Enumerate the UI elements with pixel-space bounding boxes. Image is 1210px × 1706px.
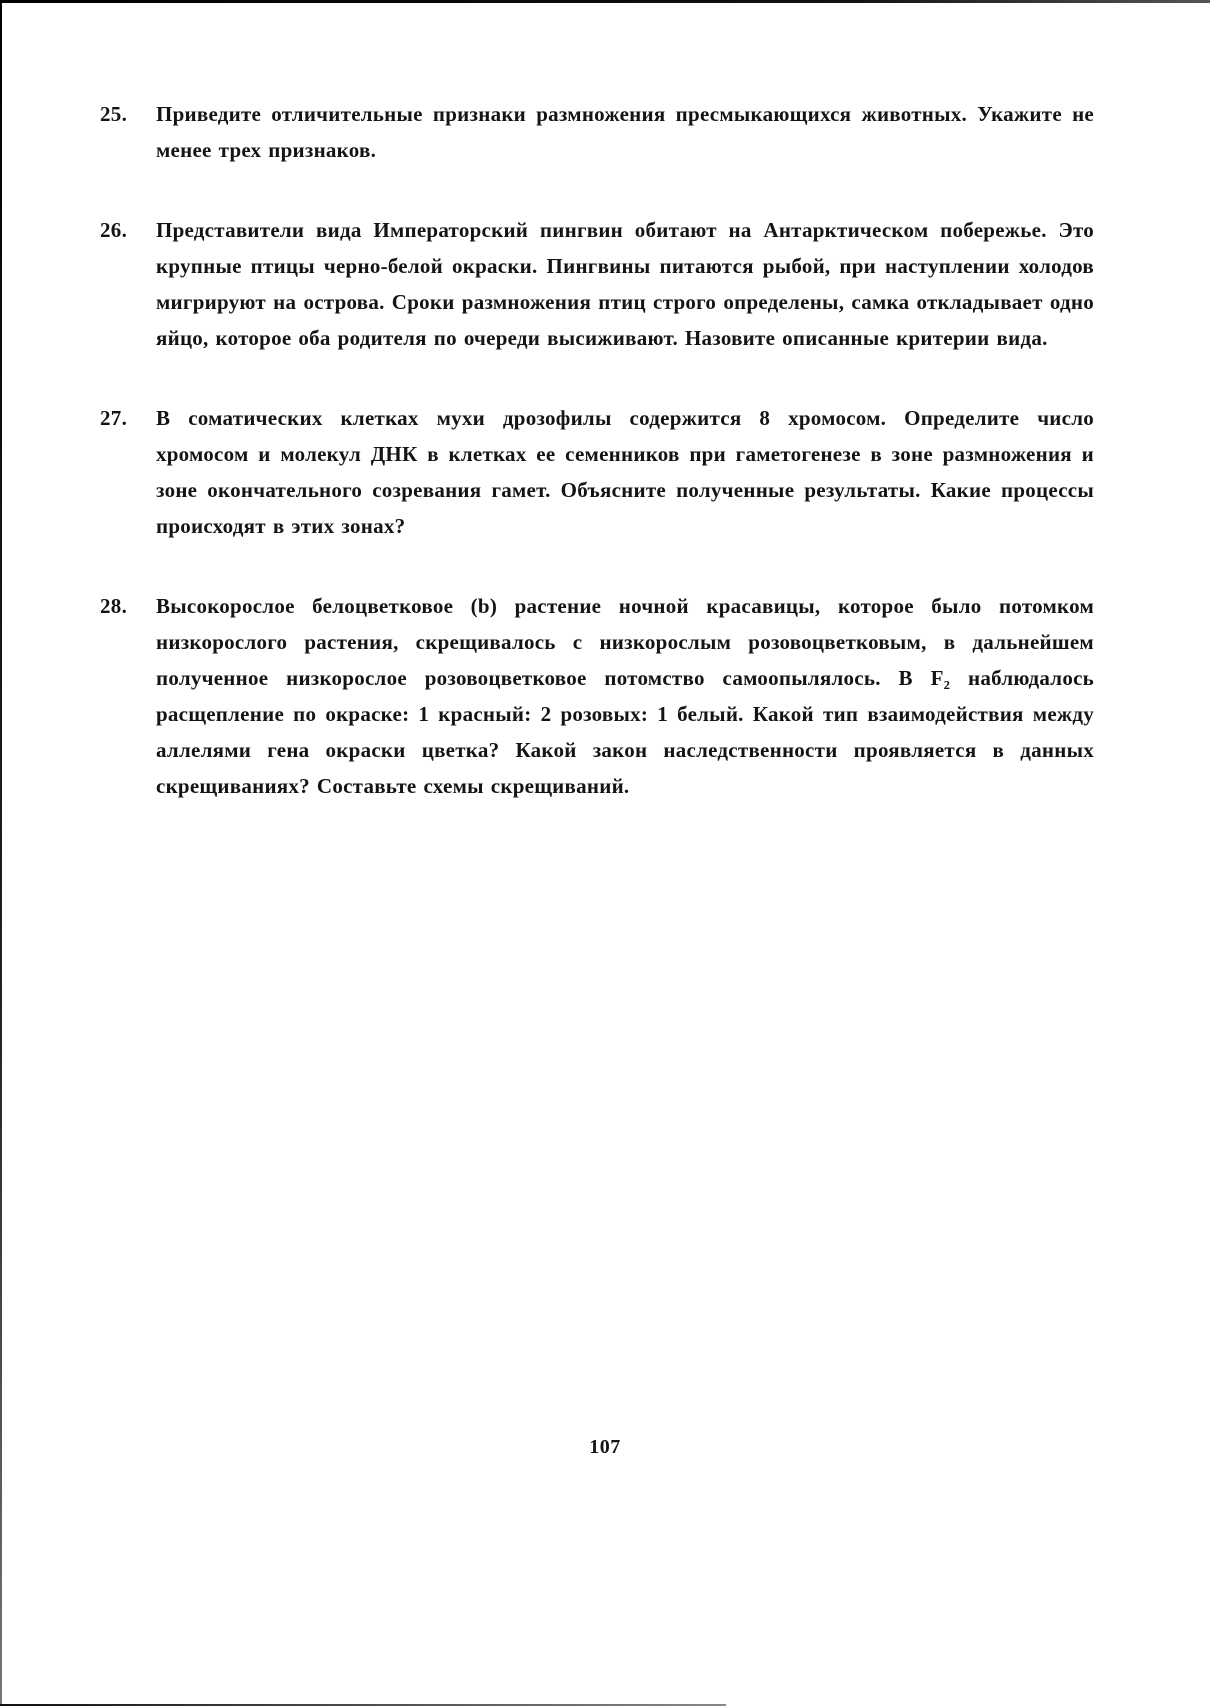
question-text: Представители вида Императорский пингвин обитают на Антарктическом побережье. Это крупные птицы черно-белой окраски. Пингвины питаются рыбой, при наступлении холодов мигрируют на острова. Сроки размножения птиц строго определены, самка откладывает одно яйцо, которое оба родителя по очереди высиживают. Назовите описанные критерии вида. xyxy=(156,218,1094,350)
scan-artifact-top-edge xyxy=(0,0,1210,3)
question-number: 27. xyxy=(100,406,128,430)
page-number: 107 xyxy=(589,1436,621,1458)
question-list xyxy=(100,96,1094,848)
question-item-28 xyxy=(100,588,1094,804)
question-item-25 xyxy=(100,96,1094,168)
question-text: Приведите отличительные признаки размножения пресмыкающихся животных. Укажите не менее трех признаков. xyxy=(156,102,1094,162)
question-number: 26. xyxy=(100,218,128,242)
question-text: В соматических клетках мухи дрозофилы содержится 8 хромосом. Определите число хромосом и молекул ДНК в клетках ее семенников при гаметогенезе в зоне размножения и зоне окончательного созревания гамет. Объясните полученные результаты. Какие процессы происходят в этих зонах? xyxy=(156,406,1094,538)
question-item-26 xyxy=(100,212,1094,356)
page-footer xyxy=(0,1436,1210,1459)
question-text: Высокорослое белоцветковое (b) растение ночной красавицы, которое было потомком низкорослого растения, скрещивалось с низкорослым розовоцветковым, в дальнейшем полученное низкорослое розовоцветковое потомство самоопылялось. В F₂ наблюдалось расщепление по окраске: 1 красный: 2 розовых: 1 белый. Какой тип взаимодействия между аллелями гена окраски цветка? Какой закон наследственности проявляется в данных скрещиваниях? Составьте схемы скрещиваний. xyxy=(156,594,1094,798)
question-number: 25. xyxy=(100,102,128,126)
question-item-27 xyxy=(100,400,1094,544)
question-number: 28. xyxy=(100,594,128,618)
